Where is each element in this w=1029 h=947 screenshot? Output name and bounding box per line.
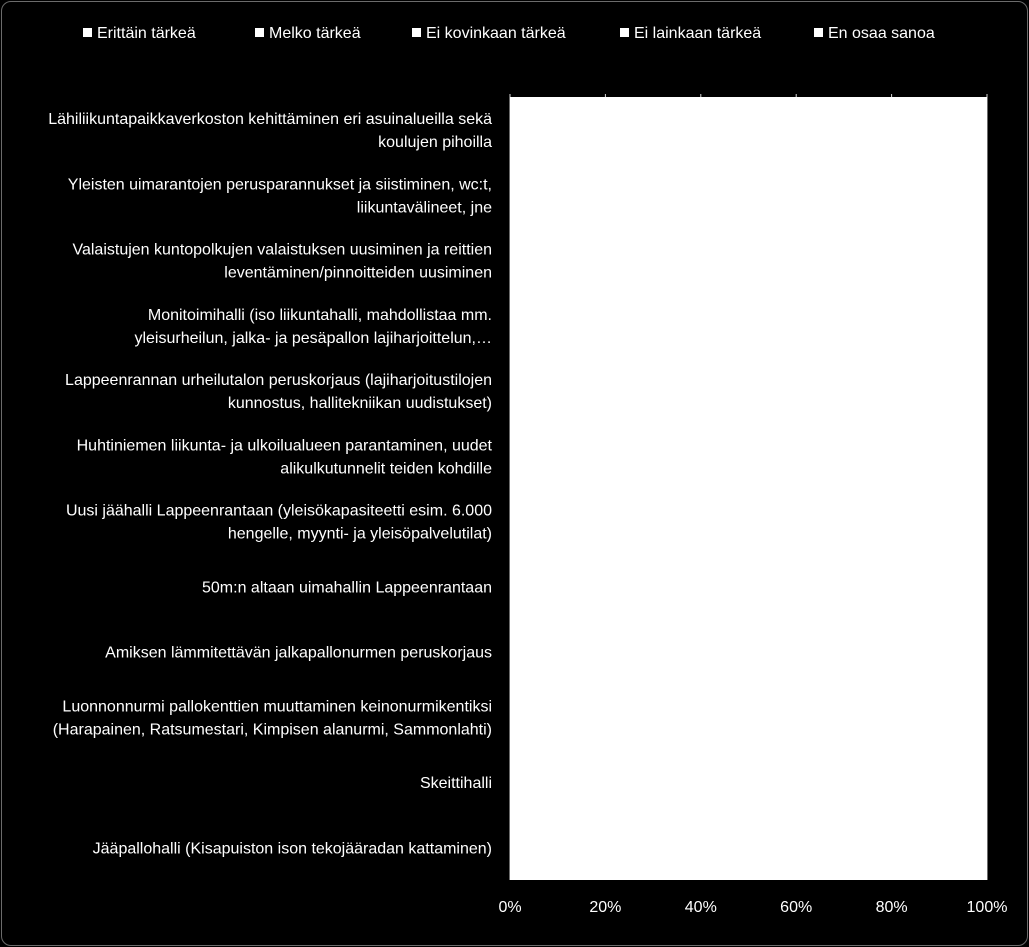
bar-8-3	[906, 635, 954, 668]
stacked-bar-chart	[2, 2, 1029, 947]
x-tick-label-5: 100%	[966, 899, 1008, 916]
category-label-0-0: Lähiliikuntapaikkaverkoston kehittäminen eri asuinalueilla sekä	[48, 111, 492, 129]
category-label-3-1: yleisurheilun, jalka- ja pesäpallon lajiharjoittelun,…	[134, 329, 492, 347]
bar-5-3	[944, 440, 963, 473]
legend	[83, 25, 935, 42]
category-labels	[48, 111, 492, 857]
category-label-2-0: Valaistujen kuntopolkujen valaistuksen uusiminen ja reittien	[72, 241, 492, 259]
bar-6-0	[510, 505, 629, 538]
category-label-9-0: Luonnonnurmi pallokenttien muuttaminen keinonurmikentiksi	[62, 698, 492, 716]
legend-swatch-1	[255, 28, 264, 37]
bar-4-3	[939, 374, 963, 407]
plot-area	[510, 97, 987, 880]
legend-swatch-3	[620, 28, 629, 37]
bar-4-4	[963, 374, 987, 407]
bar-7-4	[963, 570, 987, 603]
bar-8-0	[510, 635, 605, 668]
bar-0-3	[963, 113, 973, 146]
chart-frame	[1, 1, 1028, 946]
category-label-9-1: (Harapainen, Ratsumestari, Kimpisen alanurmi, Sammonlahti)	[52, 721, 492, 739]
bar-1-4	[968, 179, 987, 212]
category-label-11-0: Jääpallohalli (Kisapuiston ison tekojääradan kattaminen)	[92, 840, 492, 858]
bar-4-0	[510, 374, 644, 407]
bar-5-1	[639, 440, 839, 473]
bar-2-2	[882, 244, 954, 277]
bar-3-4	[963, 309, 987, 342]
legend-label-3: Ei lainkaan tärkeä	[634, 25, 762, 42]
bar-8-2	[763, 635, 906, 668]
bar-1-2	[901, 179, 958, 212]
category-label-3-0: Monitoimihalli (iso liikuntahalli, mahdollistaa mm.	[147, 306, 492, 324]
bar-10-3	[868, 766, 954, 799]
category-label-6-0: Uusi jäähalli Lappeenrantaan (yleisökapasiteetti esim. 6.000	[65, 502, 492, 520]
bar-0-0	[510, 113, 725, 146]
bar-9-2	[739, 701, 892, 734]
bar-11-2	[663, 831, 844, 864]
bar-1-1	[701, 179, 901, 212]
legend-label-4: En osaa sanoa	[828, 25, 935, 42]
bar-11-0	[510, 831, 558, 864]
bar-1-3	[958, 179, 968, 212]
legend-swatch-4	[814, 28, 823, 37]
legend-label-0: Erittäin tärkeä	[97, 25, 196, 42]
x-tick-label-0: 0%	[498, 899, 522, 916]
bar-8-4	[954, 635, 987, 668]
category-label-1-1: liikuntavälineet, jne	[356, 199, 492, 217]
legend-swatch-0	[83, 28, 92, 37]
category-label-4-0: Lappeenrannan urheilutalon peruskorjaus (lajiharjoitustilojen	[65, 372, 492, 390]
bar-0-4	[973, 113, 987, 146]
x-tick-label-3: 60%	[780, 899, 813, 916]
category-label-6-1: hengelle, myynti- ja yleisöpalvelutilat)	[227, 525, 492, 543]
category-label-10-0: Skeittihalli	[419, 775, 492, 793]
bar-2-4	[968, 244, 987, 277]
bar-3-2	[820, 309, 915, 342]
bar-7-0	[510, 570, 615, 603]
bar-6-2	[763, 505, 882, 538]
category-label-4-1: kunnostus, hallitekniikan uudistukset)	[227, 395, 492, 413]
category-label-1-0: Yleisten uimarantojen perusparannukset ja siistiminen, wc:t,	[67, 176, 492, 194]
bar-7-1	[615, 570, 758, 603]
category-label-5-1: alikulkutunnelit teiden kohdille	[280, 460, 492, 478]
bar-11-1	[558, 831, 663, 864]
bar-3-0	[510, 309, 653, 342]
bar-0-1	[725, 113, 916, 146]
bar-9-4	[949, 701, 987, 734]
category-label-5-0: Huhtiniemen liikunta- ja ulkoilualueen parantaminen, uudet	[76, 437, 492, 455]
bar-2-3	[954, 244, 968, 277]
legend-label-2: Ei kovinkaan tärkeä	[426, 25, 566, 42]
bar-6-3	[882, 505, 963, 538]
bar-9-1	[596, 701, 739, 734]
bar-10-0	[510, 766, 582, 799]
legend-label-1: Melko tärkeä	[269, 25, 361, 42]
bar-9-0	[510, 701, 596, 734]
category-label-8-0: Amiksen lämmitettävän jalkapallonurmen peruskorjaus	[105, 644, 492, 662]
bar-6-1	[629, 505, 763, 538]
bar-2-1	[677, 244, 882, 277]
bar-7-2	[758, 570, 892, 603]
bar-5-0	[510, 440, 639, 473]
x-axis-ticks	[498, 899, 1007, 916]
bar-4-2	[834, 374, 939, 407]
bar-11-4	[963, 831, 987, 864]
x-tick-label-1: 20%	[589, 899, 622, 916]
bars	[510, 97, 987, 880]
category-label-2-1: leventäminen/pinnoitteiden uusiminen	[224, 264, 492, 282]
bar-1-0	[510, 179, 701, 212]
bar-9-3	[892, 701, 949, 734]
bar-11-3	[844, 831, 963, 864]
category-label-0-1: koulujen pihoilla	[378, 134, 492, 152]
legend-swatch-2	[412, 28, 421, 37]
bar-5-4	[963, 440, 987, 473]
bar-4-1	[644, 374, 835, 407]
bar-8-1	[605, 635, 762, 668]
category-label-7-0: 50m:n altaan uimahallin Lappeenrantaan	[202, 579, 492, 597]
bar-2-0	[510, 244, 677, 277]
bar-0-2	[915, 113, 963, 146]
bar-6-4	[963, 505, 987, 538]
bar-10-1	[582, 766, 701, 799]
bar-7-3	[892, 570, 964, 603]
bar-3-1	[653, 309, 820, 342]
x-tick-label-4: 80%	[875, 899, 908, 916]
bar-10-4	[954, 766, 987, 799]
x-tick-label-2: 40%	[684, 899, 717, 916]
bar-10-2	[701, 766, 868, 799]
bar-3-3	[915, 309, 963, 342]
bar-5-2	[839, 440, 944, 473]
